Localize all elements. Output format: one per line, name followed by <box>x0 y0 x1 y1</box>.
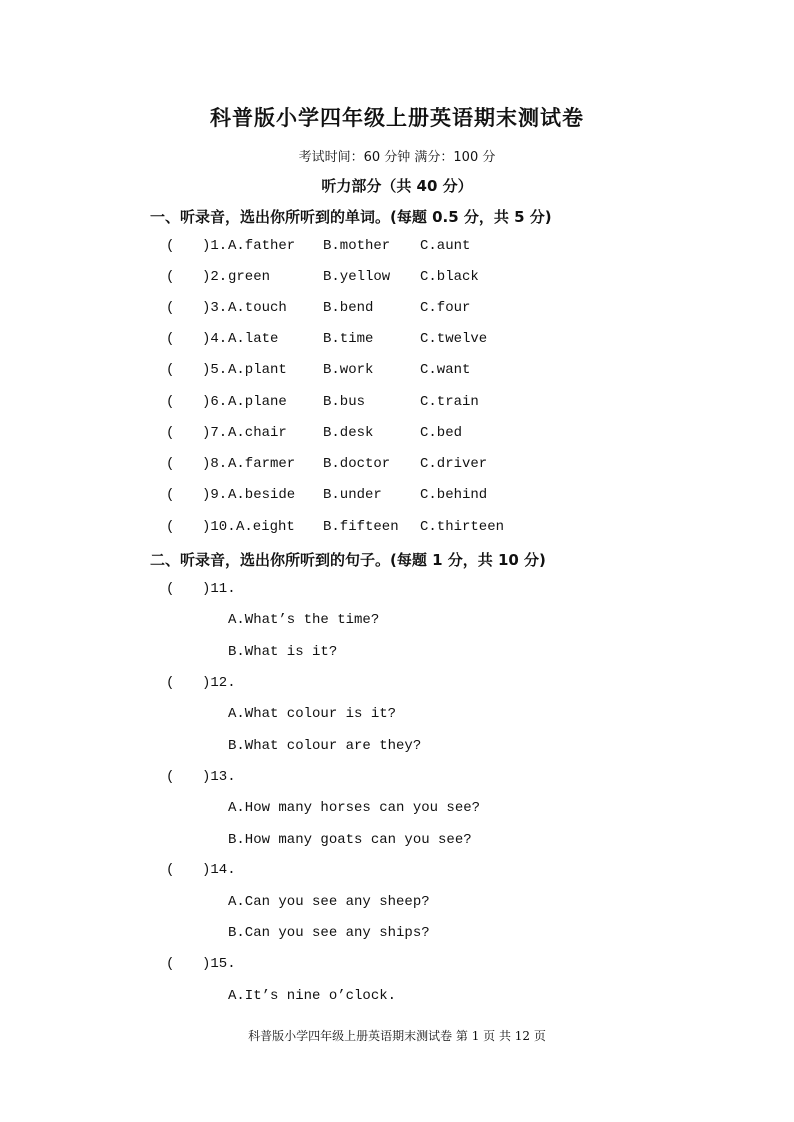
option-c: C.thirteen <box>420 519 505 535</box>
question-row <box>0 362 794 382</box>
option-b: B.What colour are they? <box>228 738 422 754</box>
option-a: A.beside <box>228 487 296 503</box>
option-b: B.What is it? <box>228 644 338 660</box>
option-b: B.bus <box>323 394 366 410</box>
answer-blank[interactable]: ( <box>166 487 175 503</box>
question-number: )1. <box>202 238 228 254</box>
option-b: B.doctor <box>323 456 391 472</box>
question-row <box>0 862 794 882</box>
question-row <box>0 394 794 414</box>
question-number: )6. <box>202 394 228 410</box>
question-row <box>0 769 794 789</box>
part-heading: 听力部分（共 40 分） <box>321 177 473 195</box>
question-row <box>0 675 794 695</box>
option-b: B.bend <box>323 300 374 316</box>
answer-blank[interactable]: ( <box>166 269 175 285</box>
option-a: A.late <box>228 331 279 347</box>
question-number: )14. <box>202 862 236 878</box>
question-row <box>0 581 794 601</box>
answer-blank[interactable]: ( <box>166 581 175 597</box>
section-1-heading: 一、听录音，选出你所听到的单词。(每题 0.5 分，共 5 分) <box>150 208 552 226</box>
answer-blank[interactable]: ( <box>166 300 175 316</box>
question-row <box>0 425 794 445</box>
option-b: B.time <box>323 331 374 347</box>
option-b: B.work <box>323 362 374 378</box>
question-row <box>0 238 794 258</box>
page-footer: 科普版小学四年级上册英语期末测试卷 第 1 页 共 12 页 <box>248 1029 546 1043</box>
option-c: C.bed <box>420 425 463 441</box>
question-row <box>0 487 794 507</box>
exam-info: 考试时间：60 分钟 满分：100 分 <box>298 150 496 165</box>
option-a: A.touch <box>228 300 287 316</box>
option-b: B.desk <box>323 425 374 441</box>
question-row <box>0 331 794 351</box>
question-number: )8. <box>202 456 228 472</box>
option-b: B.mother <box>323 238 391 254</box>
answer-blank[interactable]: ( <box>166 675 175 691</box>
option-b: B.Can you see any ships? <box>228 925 430 941</box>
option-a: A.chair <box>228 425 287 441</box>
answer-blank[interactable]: ( <box>166 331 175 347</box>
option-a: A.It’s nine o’clock. <box>228 988 397 1004</box>
page-title: 科普版小学四年级上册英语期末测试卷 <box>210 106 584 130</box>
question-number: )13. <box>202 769 236 785</box>
option-a: A.Can you see any sheep? <box>228 894 430 910</box>
question-row <box>0 300 794 320</box>
option-a: A.How many horses can you see? <box>228 800 481 816</box>
answer-blank[interactable]: ( <box>166 394 175 410</box>
option-c: C.behind <box>420 487 488 503</box>
question-row <box>0 269 794 289</box>
option-c: C.black <box>420 269 479 285</box>
question-row <box>0 519 794 539</box>
option-b: B.yellow <box>323 269 391 285</box>
option-c: C.driver <box>420 456 488 472</box>
option-a: A.farmer <box>228 456 296 472</box>
question-number: )12. <box>202 675 236 691</box>
question-number: )2. <box>202 269 228 285</box>
answer-blank[interactable]: ( <box>166 956 175 972</box>
answer-blank[interactable]: ( <box>166 362 175 378</box>
question-number: )11. <box>202 581 236 597</box>
question-number: )15. <box>202 956 236 972</box>
question-number: )5. <box>202 362 228 378</box>
answer-blank[interactable]: ( <box>166 456 175 472</box>
answer-blank[interactable]: ( <box>166 769 175 785</box>
option-a: A.plant <box>228 362 287 378</box>
option-a: A.eight <box>236 519 295 535</box>
section-2-heading: 二、听录音，选出你所听到的句子。(每题 1 分，共 10 分) <box>150 551 546 569</box>
option-c: C.aunt <box>420 238 471 254</box>
answer-blank[interactable]: ( <box>166 519 175 535</box>
question-number: )7. <box>202 425 228 441</box>
answer-blank[interactable]: ( <box>166 238 175 254</box>
option-a: A.father <box>228 238 296 254</box>
question-number: )4. <box>202 331 228 347</box>
option-b: B.under <box>323 487 382 503</box>
option-a: A.What colour is it? <box>228 706 397 722</box>
question-row <box>0 956 794 976</box>
option-c: C.four <box>420 300 471 316</box>
option-c: C.twelve <box>420 331 488 347</box>
question-number: )9. <box>202 487 228 503</box>
question-number: )3. <box>202 300 228 316</box>
option-b: B.How many goats can you see? <box>228 832 472 848</box>
option-a: A.plane <box>228 394 287 410</box>
option-a: green <box>228 269 271 285</box>
question-number: )10. <box>202 519 236 535</box>
option-c: C.train <box>420 394 479 410</box>
answer-blank[interactable]: ( <box>166 425 175 441</box>
option-b: B.fifteen <box>323 519 399 535</box>
option-a: A.What’s the time? <box>228 612 380 628</box>
question-row <box>0 456 794 476</box>
answer-blank[interactable]: ( <box>166 862 175 878</box>
option-c: C.want <box>420 362 471 378</box>
